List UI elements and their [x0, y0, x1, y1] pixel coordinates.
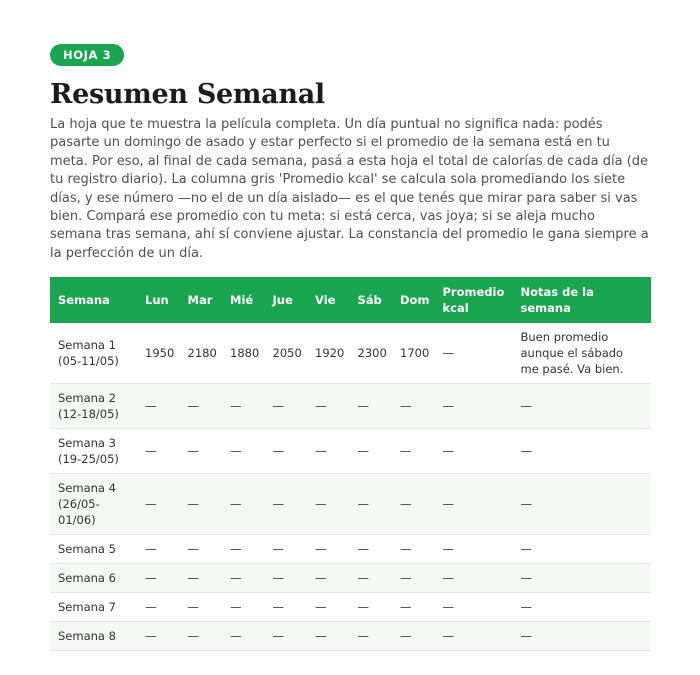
- table-row: [50, 384, 651, 429]
- notes-cell: —: [513, 593, 651, 622]
- header-dom: Dom: [392, 277, 435, 323]
- header-row: [50, 277, 651, 323]
- weekly-summary-table: [50, 277, 651, 651]
- day-cell: —: [307, 429, 350, 474]
- day-cell: —: [265, 429, 308, 474]
- day-cell: —: [180, 384, 223, 429]
- day-cell: 1700: [392, 323, 435, 384]
- day-cell: 2050: [265, 323, 308, 384]
- day-cell: 1880: [222, 323, 265, 384]
- day-cell: —: [307, 474, 350, 535]
- header-notas: Notas de la semana: [513, 277, 651, 323]
- day-cell: —: [392, 474, 435, 535]
- day-cell: —: [392, 384, 435, 429]
- day-cell: —: [350, 384, 393, 429]
- day-cell: —: [180, 622, 223, 651]
- day-cell: —: [222, 384, 265, 429]
- day-cell: —: [222, 564, 265, 593]
- day-cell: —: [137, 384, 180, 429]
- header-vie: Vie: [307, 277, 350, 323]
- notes-cell: —: [513, 622, 651, 651]
- day-cell: —: [265, 593, 308, 622]
- notes-cell: —: [513, 535, 651, 564]
- day-cell: —: [307, 535, 350, 564]
- header-semana: Semana: [50, 277, 137, 323]
- day-cell: —: [137, 564, 180, 593]
- day-cell: —: [180, 593, 223, 622]
- table-row: [50, 535, 651, 564]
- week-cell: Semana 4 (26/05-01/06): [50, 474, 137, 535]
- table-row: [50, 323, 651, 384]
- day-cell: —: [307, 593, 350, 622]
- day-cell: 1920: [307, 323, 350, 384]
- day-cell: —: [180, 429, 223, 474]
- sheet-badge: HOJA 3: [50, 44, 124, 66]
- average-cell: —: [435, 384, 513, 429]
- day-cell: —: [350, 535, 393, 564]
- average-cell: —: [435, 593, 513, 622]
- notes-cell: Buen promedio aunque el sábado me pasé. Va bien.: [513, 323, 651, 384]
- table-row: [50, 622, 651, 651]
- week-cell: Semana 3 (19-25/05): [50, 429, 137, 474]
- table-row: [50, 593, 651, 622]
- day-cell: —: [222, 593, 265, 622]
- notes-cell: —: [513, 429, 651, 474]
- week-cell: Semana 6: [50, 564, 137, 593]
- day-cell: —: [180, 564, 223, 593]
- intro-paragraph: La hoja que te muestra la película completa. Un día puntual no significa nada: podés pasarte un domingo de asado y estar perfecto si el promedio de la semana está en tu meta. Por eso, al final de cada semana, pasá a esta hoja el total de calorías de cada día (de tu registro diario). La columna gris 'Promedio kcal' se calcula sola promediando los siete días, y ese número —no el de un día aislado— es el que tenés que mirar para saber si vas bien. Compará ese promedio con tu meta: si está cerca, vas joya; si se aleja mucho semana tras semana, ahí sí conviene ajustar. La constancia del promedio le gana siempre a la perfección de un día.: [50, 117, 649, 261]
- day-cell: —: [137, 429, 180, 474]
- day-cell: —: [137, 593, 180, 622]
- table-row: [50, 429, 651, 474]
- day-cell: —: [307, 622, 350, 651]
- day-cell: —: [307, 384, 350, 429]
- day-cell: —: [265, 564, 308, 593]
- day-cell: —: [392, 535, 435, 564]
- day-cell: —: [265, 535, 308, 564]
- day-cell: —: [265, 474, 308, 535]
- header-jue: Jue: [265, 277, 308, 323]
- header-mie: Mié: [222, 277, 265, 323]
- average-cell: —: [435, 622, 513, 651]
- day-cell: —: [137, 474, 180, 535]
- header-lun: Lun: [137, 277, 180, 323]
- week-cell: Semana 8: [50, 622, 137, 651]
- notes-cell: —: [513, 474, 651, 535]
- average-cell: —: [435, 564, 513, 593]
- notes-cell: —: [513, 384, 651, 429]
- day-cell: —: [265, 622, 308, 651]
- header-mar: Mar: [180, 277, 223, 323]
- day-cell: 2180: [180, 323, 223, 384]
- day-cell: —: [350, 564, 393, 593]
- day-cell: —: [392, 593, 435, 622]
- table-body: [50, 323, 651, 651]
- week-cell: Semana 5: [50, 535, 137, 564]
- day-cell: —: [265, 384, 308, 429]
- notes-cell: —: [513, 564, 651, 593]
- day-cell: 2300: [350, 323, 393, 384]
- day-cell: —: [180, 535, 223, 564]
- day-cell: —: [350, 429, 393, 474]
- table-row: [50, 564, 651, 593]
- day-cell: —: [392, 564, 435, 593]
- day-cell: —: [137, 535, 180, 564]
- day-cell: —: [392, 429, 435, 474]
- week-cell: Semana 1 (05-11/05): [50, 323, 137, 384]
- average-cell: —: [435, 474, 513, 535]
- day-cell: —: [350, 593, 393, 622]
- day-cell: —: [222, 429, 265, 474]
- day-cell: —: [137, 622, 180, 651]
- table-row: [50, 474, 651, 535]
- average-cell: —: [435, 429, 513, 474]
- day-cell: —: [180, 474, 223, 535]
- header-promedio-kcal: Promedio kcal: [435, 277, 513, 323]
- day-cell: —: [392, 622, 435, 651]
- week-cell: Semana 2 (12-18/05): [50, 384, 137, 429]
- day-cell: —: [350, 622, 393, 651]
- day-cell: 1950: [137, 323, 180, 384]
- day-cell: —: [350, 474, 393, 535]
- average-cell: —: [435, 323, 513, 384]
- day-cell: —: [307, 564, 350, 593]
- day-cell: —: [222, 622, 265, 651]
- average-cell: —: [435, 535, 513, 564]
- header-sab: Sáb: [350, 277, 393, 323]
- day-cell: —: [222, 474, 265, 535]
- week-cell: Semana 7: [50, 593, 137, 622]
- day-cell: —: [222, 535, 265, 564]
- table-header: [50, 277, 651, 323]
- page-title: Resumen Semanal: [50, 79, 325, 110]
